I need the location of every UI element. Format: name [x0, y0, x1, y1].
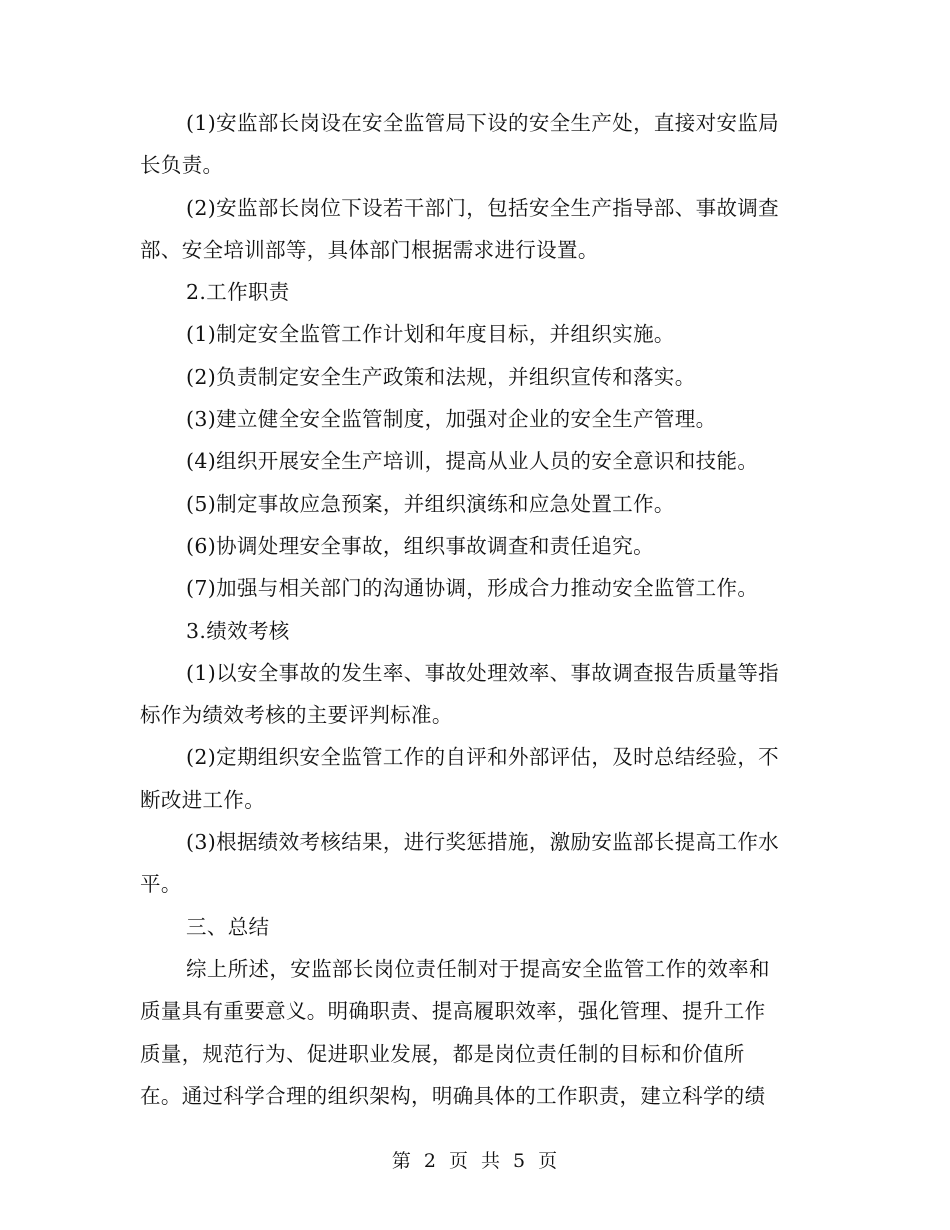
text-line: 综上所述，安监部长岗位责任制对于提高安全监管工作的效率和 [186, 956, 770, 981]
text-line: 3.绩效考核 [186, 618, 290, 643]
text-line: 2.工作职责 [186, 280, 290, 305]
text-line: 平。 [140, 872, 182, 897]
document-body [140, 102, 812, 1117]
text-line: (1)以安全事故的发生率、事故处理效率、事故调查报告质量等指 [186, 660, 780, 685]
text-line: (7)加强与相关部门的沟通协调，形成合力推动安全监管工作。 [186, 576, 759, 601]
text-line: 标作为绩效考核的主要评判标准。 [140, 703, 453, 728]
text-line: 质量，规范行为、促进职业发展，都是岗位责任制的目标和价值所 [140, 1041, 745, 1066]
text-line: 三、总结 [186, 914, 270, 939]
text-line: 长负责。 [140, 153, 224, 178]
text-line: 质量具有重要意义。明确职责、提高履职效率，强化管理、提升工作 [140, 999, 766, 1024]
text-line: (6)协调处理安全事故，组织事故调查和责任追究。 [186, 533, 654, 558]
text-line: (4)组织开展安全生产培训，提高从业人员的安全意识和技能。 [186, 449, 759, 474]
text-line: (2)定期组织安全监管工作的自评和外部评估，及时总结经验，不 [186, 745, 780, 770]
footer-total-unit: 页 [538, 1150, 559, 1172]
text-line: (3)建立健全安全监管制度，加强对企业的安全生产管理。 [186, 407, 717, 432]
text-line: 在。通过科学合理的组织架构，明确具体的工作职责，建立科学的绩 [140, 1083, 766, 1108]
text-line: 部、安全培训部等，具体部门根据需求进行设置。 [140, 237, 599, 262]
footer-page-unit: 页 [448, 1150, 469, 1172]
footer-total-label: 共 [481, 1150, 502, 1172]
footer-page-label: 第 [391, 1150, 412, 1172]
footer-current-page: 2 [423, 1150, 437, 1172]
text-line: (3)根据绩效考核结果，进行奖惩措施，激励安监部长提高工作水 [186, 830, 780, 855]
footer-total-pages: 5 [513, 1150, 527, 1172]
text-line: (5)制定事故应急预案，并组织演练和应急处置工作。 [186, 491, 675, 516]
text-line: (1)制定安全监管工作计划和年度目标，并组织实施。 [186, 322, 675, 347]
text-line: 断改进工作。 [140, 787, 266, 812]
text-line: (1)安监部长岗设在安全监管局下设的安全生产处，直接对安监局 [186, 111, 780, 135]
page-footer [0, 1146, 950, 1173]
text-line: (2)负责制定安全生产政策和法规，并组织宣传和落实。 [186, 364, 696, 389]
text-line: (2)安监部长岗位下设若干部门，包括安全生产指导部、事故调查 [186, 195, 780, 220]
